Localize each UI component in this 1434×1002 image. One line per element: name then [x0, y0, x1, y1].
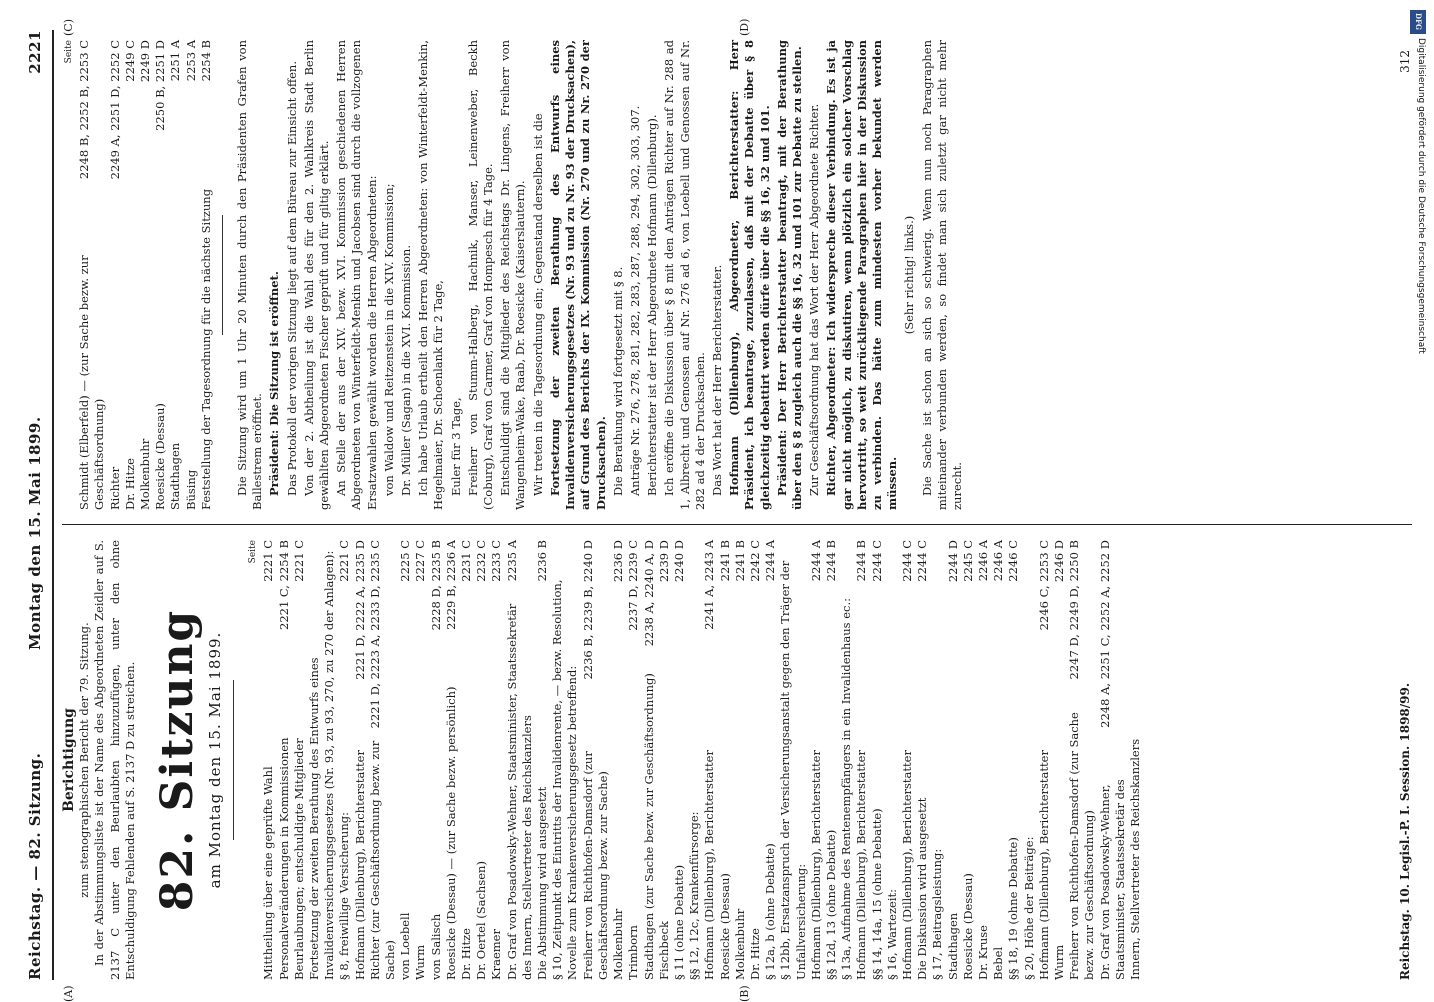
- toc-entry: [153, 40, 168, 510]
- header-center: Montag den 15. Mai 1899.: [26, 416, 44, 650]
- toc-entry-page: 2221 D, 2223 A, 2233 D, 2235 C: [367, 540, 382, 729]
- toc-entry-page: 2229 B, 2236 A: [443, 540, 458, 630]
- toc-entry: [657, 540, 672, 980]
- seite-label: Seite: [248, 540, 259, 564]
- footer-session: Reichstag. 10. Legisl.-P. I. Session. 1898/99.: [1398, 682, 1412, 980]
- toc-entry: [535, 540, 550, 980]
- paragraph: Anträge Nr. 276, 278, 281, 282, 283, 287, 288, 294, 302, 303, 307.: [627, 105, 642, 496]
- toc-entry-title: Dr. Kruse: [975, 925, 990, 980]
- toc-entry-title: Feststellung der Tagesordnung für die nächste Sitzung: [198, 188, 213, 510]
- toc-entry: [915, 540, 930, 980]
- toc-entry: [505, 540, 535, 980]
- toc-entry-page: 2246 C, 2253 C: [1036, 540, 1051, 631]
- toc-entry-title: Bebel: [991, 946, 1006, 980]
- toc-entry: [718, 540, 733, 980]
- paragraph: Die Berathung wird fortgesetzt mit § 8.: [610, 266, 625, 496]
- toc-entry-page: 2250 B, 2251 D: [153, 40, 168, 131]
- toc-entry: [900, 540, 915, 980]
- toc-entry: [108, 40, 123, 510]
- toc-entry-page: 2244 C: [869, 540, 884, 582]
- margin-marker-d: (D): [738, 18, 751, 36]
- toc-entry-title: Dr. Graf von Posadowsky-Wehner, Staatsminister, Staatssekretär des Innern, Stellvertreter des Reichskanzlers: [504, 603, 534, 980]
- toc-entry-page: 2241 B: [732, 540, 747, 582]
- toc-entry: [672, 540, 687, 980]
- toc-entry-page: 2246 A: [991, 540, 1006, 582]
- toc-entry: [1098, 540, 1144, 980]
- toc-entry: [277, 540, 292, 980]
- toc-entry: [642, 540, 657, 980]
- paragraph: Hofmann (Dillenburg), Abgeordneter, Berichterstatter: Herr Präsident, ich beantrage, zuzulassen, daß mit der Debatte über § 8 gleichzeitig debattirt werden dürfe über die §§ 16, 32 und 101.: [727, 40, 772, 510]
- toc-entry: [809, 540, 824, 980]
- toc-entry-title: Die Diskussion wird ausgesetzt: [915, 797, 930, 980]
- toc-entry: [778, 540, 808, 980]
- toc-entry-title: Fortsetzung der zweiten Berathung des Entwurfs eines Invalidenversicherungsgesetzes (Nr. 93, zu 93, 270, zu 270 der Anlagen):: [307, 550, 337, 980]
- paragraph: Wir treten in die Tagesordnung ein; Gegenstand derselben ist die: [530, 113, 545, 496]
- toc-entry: [1006, 540, 1021, 980]
- toc-entry-page: 2244 A: [763, 540, 778, 582]
- toc-entry-title: Roesicke (Dessau): [960, 873, 975, 980]
- toc-entry: [870, 540, 885, 980]
- left-column: [62, 540, 1143, 980]
- paragraph: von Waldow und Reitzenstein in die XIV. Kommission;: [381, 183, 396, 496]
- paragraph: Fortsetzung der zweiten Berathung des Entwurfs eines Invalidenversicherungsgesetzes (Nr. 93 und zu Nr. 93 der Drucksachen), auf Grund des Berichts der IX. Kommission (Nr. 270 und zu Nr. 270 der Drucksachen).: [547, 40, 608, 510]
- toc-entry-page: 2249 D: [138, 40, 153, 83]
- toc-entry-title: § 11 (ohne Debatte): [671, 864, 686, 980]
- toc-entry-title: Fischbeck: [656, 921, 671, 980]
- toc-entry-page: 2236 B: [535, 540, 550, 582]
- paragraph: Von der 2. Abtheilung ist die Wahl des für den 2. Wahlkreis Stadt Berlin gewählten Abgeordneten Fischer geprüft und für giltig erklärt.: [301, 40, 332, 510]
- paragraph: Präsident: Der Herr Berichterstatter beantragt, mit der Berathung über den § 8 zugleich auch die §§ 16, 32 und 101 zur Debatte zu stellen.: [774, 40, 804, 510]
- toc-entry: [626, 540, 641, 980]
- toc-entry: [1067, 540, 1097, 980]
- toc-entry: [581, 540, 611, 980]
- margin-marker-a: (A): [62, 985, 75, 1002]
- digitization-credit: [1410, 10, 1426, 990]
- page-header: [18, 30, 54, 980]
- toc-entry-title: § 12a, b (ohne Debatte): [763, 843, 778, 980]
- paragraph: Die Sache ist schon an sich so schwierig. Wenn nun noch Paragraphen miteinander verbunden werden, so findet man sich zuletzt gar nicht mehr zurecht.: [919, 40, 964, 510]
- toc-entry-page: 2253 A: [183, 40, 198, 82]
- toc-entry-title: Dr. Oertel (Sachsen): [474, 861, 489, 980]
- table-of-contents: [261, 540, 1143, 980]
- table-of-contents-continued: [77, 40, 214, 510]
- paragraph: Das Wort hat der Herr Berichterstatter.: [709, 264, 724, 496]
- toc-entry: [611, 540, 626, 980]
- paragraph: Die Sitzung wird um 1 Uhr 20 Minuten durch den Präsidenten Grafen von Ballestrem eröffnet.: [235, 40, 265, 510]
- toc-entry: [429, 540, 444, 980]
- toc-entry-title: Stadthagen: [945, 912, 960, 980]
- toc-entry-page: 2242 C: [747, 540, 762, 582]
- paragraph: Freiherr von Stumm-Halberg, Hachnik, Manser, Leinenweber, Beckh (Coburg), Graf von Carmer, Graf von Hompesch für 4 Tage.: [465, 40, 496, 510]
- toc-entry: [337, 540, 352, 980]
- toc-entry-page: [930, 540, 945, 546]
- paragraph: Präsident: Die Sitzung ist eröffnet.: [267, 271, 282, 496]
- toc-entry-title: Freiherr von Richthofen-Damsdorf (zur Geschäftsordnung bezw. zur Sache): [580, 751, 610, 980]
- dfg-logo: DFG: [1410, 10, 1426, 34]
- berichtigung-title: Berichtigung: [61, 708, 77, 812]
- toc-entry-page: 2244 C: [899, 540, 914, 582]
- toc-entry-title: § 17, Beitragsleistung:: [930, 848, 945, 980]
- toc-entry: [930, 540, 945, 980]
- toc-entry: [459, 540, 474, 980]
- toc-entry-title: Richter: [107, 466, 122, 510]
- toc-entry-page: 2254 B: [198, 40, 213, 82]
- toc-entry-page: 2246 C: [1006, 540, 1021, 582]
- paragraph: Zur Geschäftsordnung hat das Wort der Herr Abgeordnete Richter.: [807, 103, 822, 496]
- toc-entry-page: [778, 540, 808, 546]
- toc-entry-title: §§ 12, 12c, Krankenfürsorge:: [687, 811, 702, 980]
- seite-label: Seite: [64, 40, 74, 64]
- toc-entry-page: 2238 A, 2240 A, D: [641, 540, 656, 647]
- toc-entry-title: Beurlaubungen; entschuldigte Mitglieder: [291, 738, 306, 980]
- toc-entry-title: Hofmann (Dillenburg), Berichterstatter: [854, 750, 869, 980]
- toc-entry-title: §§ 12d, 13 (ohne Debatte): [823, 829, 838, 980]
- toc-entry-page: 2244 D: [945, 540, 960, 583]
- toc-entry-title: § 12bb, Ersatzanspruch der Versicherungsanstalt gegen den Träger der Unfallversicherung:: [778, 560, 808, 980]
- toc-entry-page: 2248 A, 2251 C, 2252 A, 2252 D: [1097, 540, 1112, 728]
- toc-entry-page: 2232 C: [474, 540, 489, 582]
- toc-entry-page: 2248 B, 2252 B, 2253 C: [77, 40, 92, 180]
- toc-entry-title: §§ 18, 19 (ohne Debatte): [1006, 837, 1021, 980]
- toc-entry-page: 2246 D: [1051, 540, 1066, 583]
- toc-entry-page: 2244 C: [915, 540, 930, 582]
- toc-entry: [168, 40, 183, 510]
- toc-entry: [1037, 540, 1052, 980]
- paragraph: (Sehr richtig! links.): [902, 215, 917, 335]
- toc-entry-page: 2241 B: [717, 540, 732, 582]
- toc-entry: [763, 540, 778, 980]
- paragraph: An Stelle der aus der XIV. bezw. XVI. Kommission geschiedenen Herren Abgeordneten von Winterfeldt-Menkin und Jacobsen sind durch die vollzogenen Ersatzwahlen gewählt worden die Herren Abgeordneten:: [334, 40, 379, 510]
- toc-entry: [1022, 540, 1037, 980]
- toc-entry: [123, 40, 138, 510]
- berichtigung-text: In der Abstimmungsliste ist der Name des Abgeordneten Zeidler auf S. 2137 C unter den Beurlaubten hinzuzufügen, unter den ohne Entschuldigung Fehlenden auf S. 2137 D zu streichen.: [92, 540, 137, 980]
- toc-entry-page: 2239 D: [656, 540, 671, 583]
- toc-entry-page: 2233 C: [489, 540, 504, 582]
- toc-entry-title: Dr. Graf von Posadowsky-Wehner, Staatsminister, Staatssekretär des Innern, Stellvertreter des Reichskanzlers: [1097, 738, 1142, 980]
- toc-entry: [398, 540, 413, 980]
- paragraph: Ich habe Urlaub ertheilt den Herren Abgeordneten: von Winterfeldt-Menkin, Hegelmaier, Dr. Schoenlank für 2 Tage,: [416, 40, 446, 510]
- toc-entry-page: 2240 D: [671, 540, 686, 583]
- toc-entry-title: Hofmann (Dillenburg), Berichterstatter: [899, 750, 914, 980]
- toc-entry-page: 2241 A, 2243 A: [702, 540, 717, 630]
- toc-entry-title: Wurm: [1051, 944, 1066, 980]
- paragraph: Richter, Abgeordneter: Ich widerspreche dieser Verbindung. Es ist ja gar nicht möglich, zu diskutiren, wenn plötzlich ein solcher Vorschlag hervortritt, so weit zurückliegende Paragraphen hier in der Diskussion zu verbinden. Das hätte zum mindesten vorher bekundet werden müssen.: [824, 40, 900, 510]
- toc-entry-title: von Loebell: [398, 912, 413, 980]
- toc-entry-title: Roesicke (Dessau) — (zur Sache bezw. persönlich): [443, 686, 458, 980]
- toc-entry-title: Dr. Hitze: [459, 928, 474, 980]
- toc-entry-page: [307, 540, 337, 546]
- toc-entry-page: 2251 A: [168, 40, 183, 82]
- toc-entry: [824, 540, 839, 980]
- toc-entry-title: § 16, Wartezeit:: [884, 889, 899, 980]
- divider: [233, 680, 234, 840]
- toc-entry-page: 2249 A, 2251 D, 2252 C: [107, 40, 122, 180]
- toc-entry: [199, 40, 214, 510]
- toc-entry-page: [885, 540, 900, 546]
- toc-entry-title: Molkenbuhr: [138, 438, 153, 510]
- toc-entry: [991, 540, 1006, 980]
- toc-entry-title: Büsing: [183, 469, 198, 510]
- session-date: am Montag den 15. Mai 1899.: [206, 631, 225, 889]
- toc-entry-title: Freiherr von Richthofen-Damsdorf (zur Sache bezw. zur Geschäftsordnung): [1067, 712, 1097, 980]
- paragraph: Berichterstatter ist der Herr Abgeordnete Hofmann (Dillenburg).: [645, 114, 660, 496]
- toc-entry-title: §§ 14, 14a, 15 (ohne Debatte): [869, 808, 884, 980]
- toc-entry-page: 2221 C: [261, 540, 276, 582]
- toc-entry-title: Roesicke (Dessau): [153, 403, 168, 510]
- toc-entry-page: [839, 540, 854, 546]
- toc-entry-title: Roesicke (Dessau): [717, 873, 732, 980]
- toc-entry: [292, 540, 307, 980]
- toc-entry-title: Hofmann (Dillenburg), Berichterstatter: [352, 750, 367, 980]
- toc-entry-title: Dr. Hitze: [122, 458, 137, 510]
- toc-entry-title: § 10, Zeitpunkt des Eintritts der Invalidenrente, — bezw. Resolution, Novelle zum Krankenversicherungsgesetz betreffend:: [550, 579, 580, 980]
- column-divider: [62, 524, 1412, 525]
- toc-entry-title: Personalveränderungen in Kommissionen: [276, 737, 291, 980]
- paragraph: Das Protokoll der vorigen Sitzung liegt auf dem Büreau zur Einsicht offen.: [284, 61, 299, 496]
- footer-sheet-number: 312: [1398, 50, 1412, 73]
- toc-entry-page: 2236 B, 2239 B, 2240 D: [580, 540, 595, 680]
- session-title: 82. Sitzung: [152, 608, 204, 912]
- toc-entry-title: Kraemer: [489, 929, 504, 980]
- toc-entry: [489, 540, 504, 980]
- toc-entry-title: Die Abstimmung wird ausgesetzt: [535, 786, 550, 980]
- toc-entry-title: Mittheilung über eine geprüfte Wahl: [261, 766, 276, 980]
- rotated-page: [18, 18, 1418, 1002]
- toc-entry-title: Molkenbuhr: [732, 908, 747, 980]
- toc-entry-page: 2231 C: [459, 540, 474, 582]
- toc-entry: [184, 40, 199, 510]
- toc-entry: [368, 540, 398, 980]
- toc-entry-title: Molkenbuhr: [611, 908, 626, 980]
- toc-entry-page: 2225 C: [398, 540, 413, 582]
- toc-entry-title: § 20, Höhe der Beiträge:: [1021, 836, 1036, 980]
- toc-entry-title: Stadthagen: [168, 442, 183, 510]
- toc-entry-page: 2236 D: [611, 540, 626, 583]
- toc-entry-title: Wurm: [413, 944, 428, 980]
- toc-entry: [854, 540, 869, 980]
- page-number: 2221: [26, 30, 44, 74]
- header-left: Reichstag. — 82. Sitzung.: [26, 752, 44, 980]
- toc-entry-title: von Salisch: [428, 913, 443, 980]
- toc-entry-title: Hofmann (Dillenburg), Berichterstatter: [702, 750, 717, 980]
- right-column: [62, 40, 967, 510]
- toc-entry: [261, 540, 276, 980]
- margin-marker-c: (C): [62, 19, 75, 36]
- toc-entry-page: 2249 C: [122, 40, 137, 82]
- toc-entry: [687, 540, 702, 980]
- toc-entry-page: 2221 D, 2222 A, 2235 D: [352, 540, 367, 680]
- toc-entry-page: 2221 C, 2254 B: [276, 540, 291, 630]
- toc-entry-page: 2244 B: [854, 540, 869, 582]
- toc-entry: [1052, 540, 1067, 980]
- toc-entry-page: 2244 A: [808, 540, 823, 582]
- divider: [222, 215, 223, 335]
- toc-entry: [444, 540, 459, 980]
- toc-entry-page: 2227 C: [413, 540, 428, 582]
- toc-entry-title: § 8, freiwillige Versicherung:: [337, 812, 352, 980]
- toc-entry-page: 2246 A: [975, 540, 990, 582]
- paragraph: Euler für 3 Tage,: [448, 397, 463, 496]
- toc-entry-title: Dr. Hitze: [747, 928, 762, 980]
- toc-entry: [413, 540, 428, 980]
- toc-entry: [946, 540, 961, 980]
- proceedings-text: [235, 40, 965, 510]
- toc-entry: [138, 40, 153, 510]
- toc-entry: [474, 540, 489, 980]
- toc-entry: [748, 540, 763, 980]
- toc-entry: [839, 540, 854, 980]
- toc-entry-page: [550, 540, 580, 546]
- toc-entry: [550, 540, 580, 980]
- toc-entry-title: Schmidt (Elberfeld) — (zur Sache bezw. zur Geschäftsordnung): [77, 255, 107, 510]
- toc-entry: [307, 540, 337, 980]
- toc-entry: [976, 540, 991, 980]
- credit-text: Digitalisierung gefördert durch die Deutsche Forschungsgemeinschaft: [1416, 38, 1426, 354]
- toc-entry: [885, 540, 900, 980]
- toc-entry-page: 2235 A: [504, 540, 519, 582]
- toc-entry-page: 2221 C: [291, 540, 306, 582]
- toc-entry-title: Hofmann (Dillenburg), Berichterstatter: [1036, 750, 1051, 980]
- paragraph: Entschuldigt sind die Mitglieder des Reichstags Dr. Lingens, Freiherr von Wangenheim-Wake, Raab, Dr. Roesicke (Kaiserslautern).: [498, 40, 528, 510]
- toc-entry-page: 2221 C: [337, 540, 352, 582]
- margin-marker-b: (B): [738, 985, 751, 1002]
- paragraph: Ich eröffne die Diskussion über § 8 mit den Anträgen Richter auf Nr. 288 ad 1, Albrecht und Genossen auf Nr. 276 ad 6, von Loebell und Genossen auf Nr. 282 ad 4 der Drucksachen.: [662, 40, 707, 510]
- toc-entry: [733, 540, 748, 980]
- toc-entry-title: § 13a, Aufnahme des Rentenempfängers in ein Invalidenhaus ec.:: [839, 598, 854, 980]
- toc-entry-title: Trimborn: [626, 925, 641, 980]
- toc-entry-page: 2245 C: [960, 540, 975, 582]
- paragraph: Dr. Müller (Sagan) in die XVI. Kommission.: [399, 245, 414, 496]
- toc-entry-title: Richter (zur Geschäftsordnung bezw. zur Sache): [367, 740, 398, 980]
- toc-entry-page: [1022, 540, 1037, 546]
- toc-entry-page: 2247 D, 2249 D, 2250 B: [1067, 540, 1082, 680]
- toc-entry-page: [687, 540, 702, 546]
- toc-entry-title: Hofmann (Dillenburg), Berichterstatter: [808, 750, 823, 980]
- berichtigung-subtitle: zum stenographischen Bericht der 79. Sitzung.: [77, 622, 92, 898]
- toc-entry-page: 2237 D, 2239 C: [626, 540, 641, 631]
- toc-entry-page: 2228 D, 2235 B: [428, 540, 443, 631]
- toc-entry: [702, 540, 717, 980]
- toc-entry: [961, 540, 976, 980]
- toc-entry-title: Stadthagen (zur Sache bezw. zur Geschäftsordnung): [641, 673, 656, 980]
- toc-entry-page: 2244 B: [823, 540, 838, 582]
- toc-entry: [77, 40, 107, 510]
- toc-entry: [353, 540, 368, 980]
